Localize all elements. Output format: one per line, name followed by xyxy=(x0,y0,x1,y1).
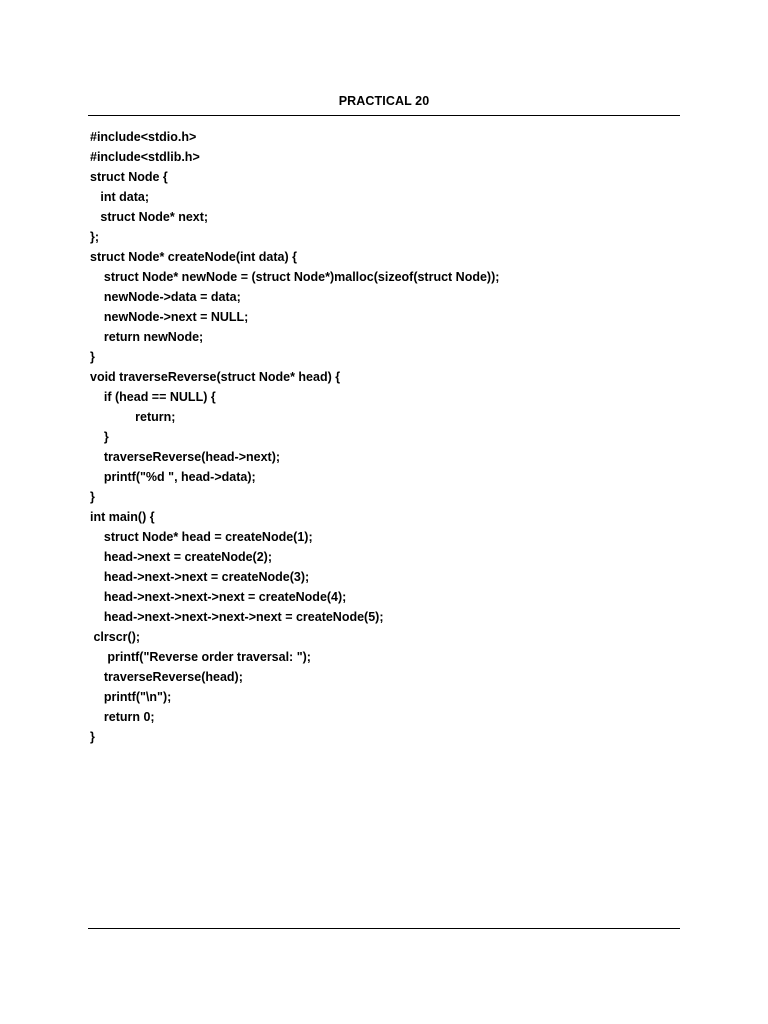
code-line: return 0; xyxy=(90,710,155,724)
code-line: traverseReverse(head->next); xyxy=(90,450,281,464)
code-line: traverseReverse(head); xyxy=(90,670,243,684)
code-line: printf("Reverse order traversal: "); xyxy=(90,650,311,664)
code-line: head->next->next->next = createNode(4); xyxy=(90,590,347,604)
code-line: int main() { xyxy=(90,510,155,524)
code-line: struct Node { xyxy=(90,170,168,184)
code-line: } xyxy=(90,490,95,504)
code-line: } xyxy=(90,730,95,744)
code-line: head->next->next = createNode(3); xyxy=(90,570,310,584)
code-line: printf("%d ", head->data); xyxy=(90,470,256,484)
code-line: newNode->next = NULL; xyxy=(90,310,249,324)
code-line: clrscr(); xyxy=(90,630,141,644)
code-line: return; xyxy=(90,410,176,424)
footer-rule xyxy=(88,928,680,929)
page-title: PRACTICAL 20 xyxy=(338,94,430,108)
code-line: void traverseReverse(struct Node* head) { xyxy=(90,370,341,384)
code-line: }; xyxy=(90,230,100,244)
code-line: if (head == NULL) { xyxy=(90,390,216,404)
code-line: } xyxy=(90,430,109,444)
code-line: printf("\n"); xyxy=(90,690,172,704)
code-line: head->next->next->next->next = createNode(5); xyxy=(90,610,384,624)
code-listing xyxy=(90,127,499,747)
code-line: return newNode; xyxy=(90,330,204,344)
code-line: head->next = createNode(2); xyxy=(90,550,273,564)
code-line: struct Node* newNode = (struct Node*)malloc(sizeof(struct Node)); xyxy=(90,270,500,284)
code-line: #include<stdio.h> xyxy=(90,130,197,144)
code-line: } xyxy=(90,350,95,364)
code-line: struct Node* head = createNode(1); xyxy=(90,530,313,544)
code-line: struct Node* createNode(int data) { xyxy=(90,250,297,264)
code-line: struct Node* next; xyxy=(90,210,209,224)
code-line: #include<stdlib.h> xyxy=(90,150,200,164)
code-line: int data; xyxy=(90,190,150,204)
code-line: newNode->data = data; xyxy=(90,290,241,304)
header-rule xyxy=(88,115,680,116)
